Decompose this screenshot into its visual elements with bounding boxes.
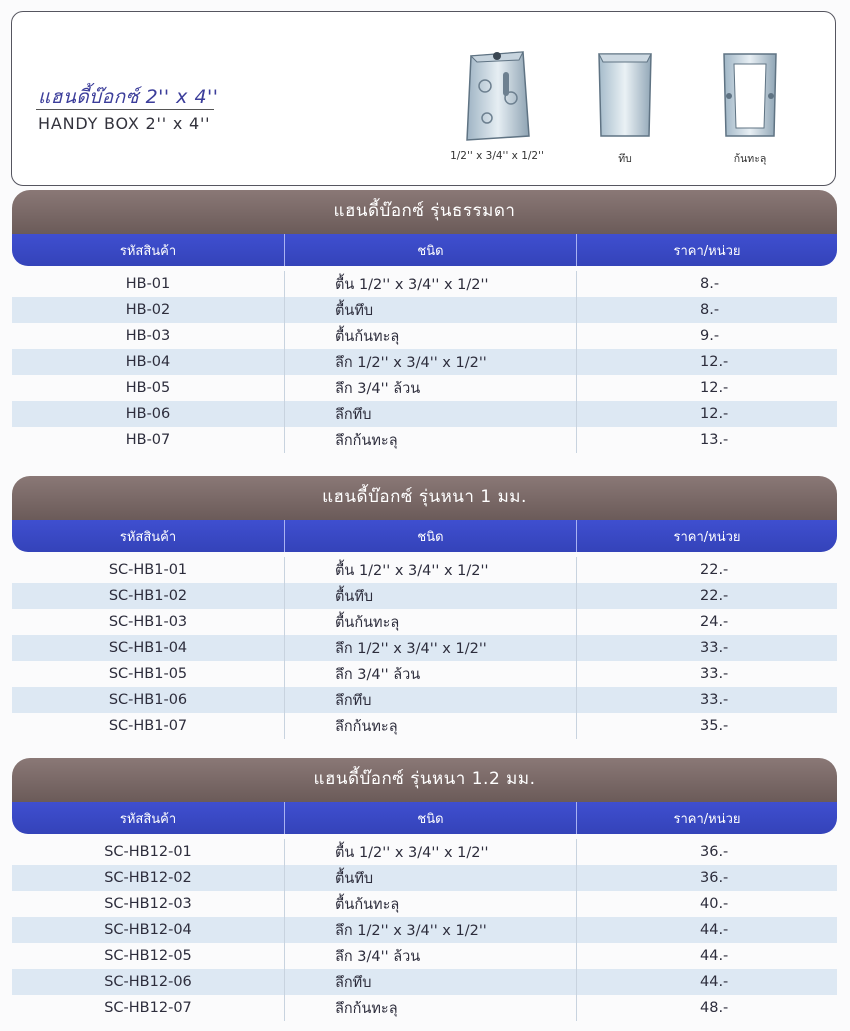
- cell-price: 8.-: [700, 276, 720, 292]
- cell-code: HB-06: [12, 401, 285, 427]
- col-price-label: ราคา/หน่วย: [673, 243, 741, 259]
- column-header: [12, 234, 837, 266]
- col-code-label: รหัสสินค้า: [12, 234, 285, 266]
- section-title: แฮนดี้บ๊อกซ์ รุ่นหนา 1 มม.: [12, 476, 837, 520]
- cell-type: ลึกทึบ: [285, 401, 577, 427]
- cell-price: 12.-: [700, 354, 729, 370]
- cell-type: ลึกทึบ: [285, 687, 577, 713]
- table-row: [12, 323, 837, 349]
- handy-box-solid-icon: [591, 46, 659, 146]
- column-header: [12, 802, 837, 834]
- cell-code: SC-HB1-03: [12, 609, 285, 635]
- cell-price: 22.-: [700, 588, 729, 604]
- cell-price: 44.-: [700, 974, 729, 990]
- product-knockout: [432, 46, 562, 162]
- cell-price: 36.-: [700, 844, 729, 860]
- cell-code: HB-05: [12, 375, 285, 401]
- cell-price: 9.-: [700, 328, 720, 344]
- cell-type: ลึกก้นทะลุ: [285, 713, 577, 739]
- cell-code: SC-HB1-02: [12, 583, 285, 609]
- cell-price: 44.-: [700, 948, 729, 964]
- section-thick-1mm: [12, 476, 837, 739]
- table-row: [12, 635, 837, 661]
- handy-box-open-icon: [716, 46, 784, 146]
- cell-type: ลึก 3/4'' ล้วน: [285, 375, 577, 401]
- cell-price: 36.-: [700, 870, 729, 886]
- cell-price: 33.-: [700, 692, 729, 708]
- table-row: [12, 891, 837, 917]
- cell-type: ลึก 3/4'' ล้วน: [285, 943, 577, 969]
- col-price-label: ราคา/หน่วย: [673, 811, 741, 827]
- cell-type: ตื้นทึบ: [285, 865, 577, 891]
- table-row: [12, 865, 837, 891]
- cell-code: HB-07: [12, 427, 285, 453]
- handy-box-knockout-icon: [457, 46, 537, 146]
- cell-code: HB-04: [12, 349, 285, 375]
- header-card: [11, 11, 836, 186]
- cell-code: SC-HB12-02: [12, 865, 285, 891]
- cell-type: ตื้นก้นทะลุ: [285, 891, 577, 917]
- cell-code: SC-HB12-07: [12, 995, 285, 1021]
- col-type-label: ชนิด: [285, 802, 577, 834]
- section-standard: [12, 190, 837, 453]
- cell-code: SC-HB12-06: [12, 969, 285, 995]
- table-row: [12, 401, 837, 427]
- table-row: [12, 427, 837, 453]
- cell-price: 33.-: [700, 666, 729, 682]
- table-row: [12, 271, 837, 297]
- table-row: [12, 375, 837, 401]
- cell-code: SC-HB12-05: [12, 943, 285, 969]
- cell-price: 12.-: [700, 380, 729, 396]
- cell-code: SC-HB1-06: [12, 687, 285, 713]
- cell-type: ลึก 1/2'' x 3/4'' x 1/2'': [285, 635, 577, 661]
- table-row: [12, 713, 837, 739]
- cell-type: ลึก 1/2'' x 3/4'' x 1/2'': [285, 917, 577, 943]
- cell-code: SC-HB12-03: [12, 891, 285, 917]
- section-title: แฮนดี้บ๊อกซ์ รุ่นหนา 1.2 มม.: [12, 758, 837, 802]
- page-title-english: HANDY BOX 2'' x 4'': [38, 114, 211, 133]
- col-code-label: รหัสสินค้า: [12, 802, 285, 834]
- cell-price: 24.-: [700, 614, 729, 630]
- cell-price: 35.-: [700, 718, 729, 734]
- table-row: [12, 609, 837, 635]
- table-row: [12, 839, 837, 865]
- table-row: [12, 995, 837, 1021]
- cell-type: ตื้น 1/2'' x 3/4'' x 1/2'': [285, 557, 577, 583]
- table-row: [12, 583, 837, 609]
- cell-type: ลึกก้นทะลุ: [285, 427, 577, 453]
- cell-type: ตื้น 1/2'' x 3/4'' x 1/2'': [285, 271, 577, 297]
- cell-code: HB-02: [12, 297, 285, 323]
- cell-type: ตื้นทึบ: [285, 583, 577, 609]
- cell-type: ตื้น 1/2'' x 3/4'' x 1/2'': [285, 839, 577, 865]
- cell-type: ลึก 1/2'' x 3/4'' x 1/2'': [285, 349, 577, 375]
- table-row: [12, 687, 837, 713]
- cell-type: ตื้นก้นทะลุ: [285, 609, 577, 635]
- cell-price: 12.-: [700, 406, 729, 422]
- col-code-label: รหัสสินค้า: [12, 520, 285, 552]
- cell-price: 33.-: [700, 640, 729, 656]
- table-row: [12, 661, 837, 687]
- cell-price: 48.-: [700, 1000, 729, 1016]
- cell-type: ลึกก้นทะลุ: [285, 995, 577, 1021]
- table-row: [12, 297, 837, 323]
- table-row: [12, 557, 837, 583]
- cell-price: 8.-: [700, 302, 720, 318]
- product-caption: ทึบ: [618, 153, 632, 165]
- cell-price: 22.-: [700, 562, 729, 578]
- page-title-thai: แฮนดี้บ๊อกซ์ 2'' x 4'': [38, 86, 219, 108]
- cell-code: SC-HB1-07: [12, 713, 285, 739]
- table-row: [12, 969, 837, 995]
- cell-code: HB-01: [12, 271, 285, 297]
- section-thick-1-2mm: [12, 758, 837, 1021]
- cell-code: HB-03: [12, 323, 285, 349]
- cell-type: ตื้นทึบ: [285, 297, 577, 323]
- cell-type: ลึก 3/4'' ล้วน: [285, 661, 577, 687]
- product-caption: 1/2'' x 3/4'' x 1/2'': [450, 150, 544, 162]
- product-caption: ก้นทะลุ: [733, 153, 767, 165]
- cell-type: ตื้นก้นทะลุ: [285, 323, 577, 349]
- table-row: [12, 349, 837, 375]
- col-type-label: ชนิด: [285, 234, 577, 266]
- title-divider: [36, 109, 214, 110]
- table-row: [12, 917, 837, 943]
- cell-code: SC-HB12-04: [12, 917, 285, 943]
- cell-code: SC-HB1-04: [12, 635, 285, 661]
- cell-type: ลึกทึบ: [285, 969, 577, 995]
- cell-code: SC-HB12-01: [12, 839, 285, 865]
- cell-price: 40.-: [700, 896, 729, 912]
- col-price-label: ราคา/หน่วย: [673, 529, 741, 545]
- cell-price: 13.-: [700, 432, 729, 448]
- cell-code: SC-HB1-01: [12, 557, 285, 583]
- product-solid: [577, 46, 673, 167]
- section-title: แฮนดี้บ๊อกซ์ รุ่นธรรมดา: [12, 190, 837, 234]
- col-type-label: ชนิด: [285, 520, 577, 552]
- cell-price: 44.-: [700, 922, 729, 938]
- product-open: [702, 46, 798, 167]
- column-header: [12, 520, 837, 552]
- cell-code: SC-HB1-05: [12, 661, 285, 687]
- table-row: [12, 943, 837, 969]
